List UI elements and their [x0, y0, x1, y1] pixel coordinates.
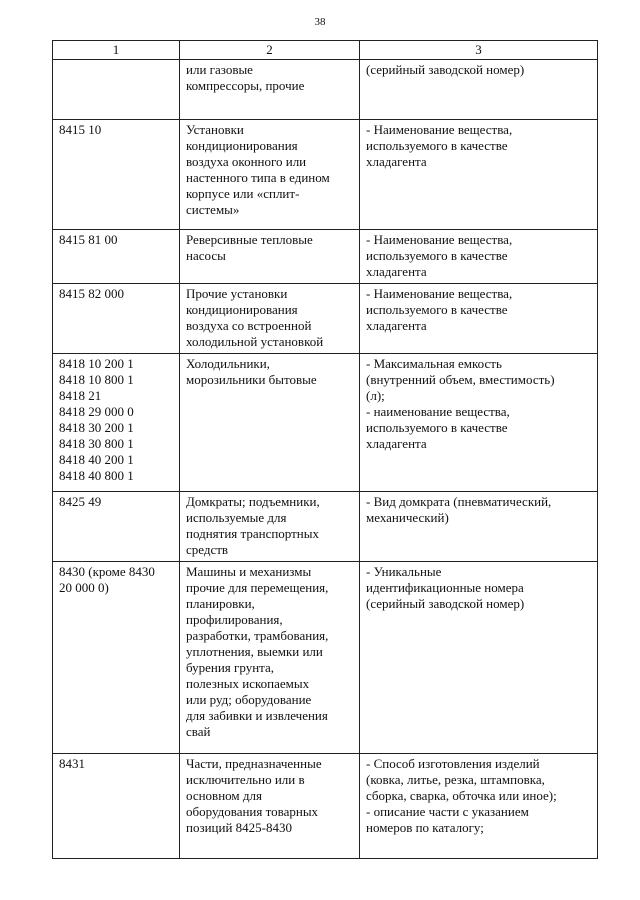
attributes-cell: - Способ изготовления изделий (ковка, литье, резка, штамповка, сборка, сварка, обточка или иное); - описание части с указанием номеров по каталогу; [360, 754, 598, 859]
page-number: 38 [314, 16, 326, 28]
name-cell: Домкраты; подъемники, используемые для поднятия транспортных средств [180, 492, 360, 562]
table-row [53, 754, 598, 859]
code-cell: 8415 81 00 [53, 230, 180, 284]
code-cell: 8425 49 [53, 492, 180, 562]
name-cell: Машины и механизмы прочие для перемещения, планировки, профилирования, разработки, трамбования, уплотнения, выемки или бурения грунта, полезных ископаемых или руд; оборудование для забивки и извлечения свай [180, 562, 360, 754]
table-row [53, 120, 598, 230]
column-header-3: 3 [360, 41, 598, 60]
table-row [53, 60, 598, 120]
attributes-cell: - Наименование вещества, используемого в качестве хладагента [360, 230, 598, 284]
name-cell: или газовые компрессоры, прочие [180, 60, 360, 120]
document-table [52, 40, 598, 859]
table-row [53, 562, 598, 754]
table-row [53, 284, 598, 354]
code-cell: 8431 [53, 754, 180, 859]
table-row [53, 492, 598, 562]
attributes-cell: - Наименование вещества, используемого в качестве хладагента [360, 120, 598, 230]
attributes-cell: - Максимальная емкость (внутренний объем, вместимость) (л); - наименование вещества, используемого в качестве хладагента [360, 354, 598, 492]
attributes-cell: - Наименование вещества, используемого в качестве хладагента [360, 284, 598, 354]
column-header-2: 2 [180, 41, 360, 60]
name-cell: Прочие установки кондиционирования воздуха со встроенной холодильной установкой [180, 284, 360, 354]
name-cell: Холодильники, морозильники бытовые [180, 354, 360, 492]
code-cell: 8415 10 [53, 120, 180, 230]
column-header-1: 1 [53, 41, 180, 60]
table-header-row [53, 41, 598, 60]
name-cell: Установки кондиционирования воздуха оконного или настенного типа в едином корпусе или «сплит- системы» [180, 120, 360, 230]
name-cell: Части, предназначенные исключительно или в основном для оборудования товарных позиций 8425-8430 [180, 754, 360, 859]
code-cell: 8418 10 200 1 8418 10 800 1 8418 21 8418 29 000 0 8418 30 200 1 8418 30 800 1 8418 40 200 1 8418 40 800 1 [53, 354, 180, 492]
table-row [53, 354, 598, 492]
code-cell [53, 60, 180, 120]
attributes-cell: - Уникальные идентификационные номера (серийный заводской номер) [360, 562, 598, 754]
table-row [53, 230, 598, 284]
attributes-cell: (серийный заводской номер) [360, 60, 598, 120]
code-cell: 8430 (кроме 8430 20 000 0) [53, 562, 180, 754]
name-cell: Реверсивные тепловые насосы [180, 230, 360, 284]
attributes-cell: - Вид домкрата (пневматический, механический) [360, 492, 598, 562]
code-cell: 8415 82 000 [53, 284, 180, 354]
